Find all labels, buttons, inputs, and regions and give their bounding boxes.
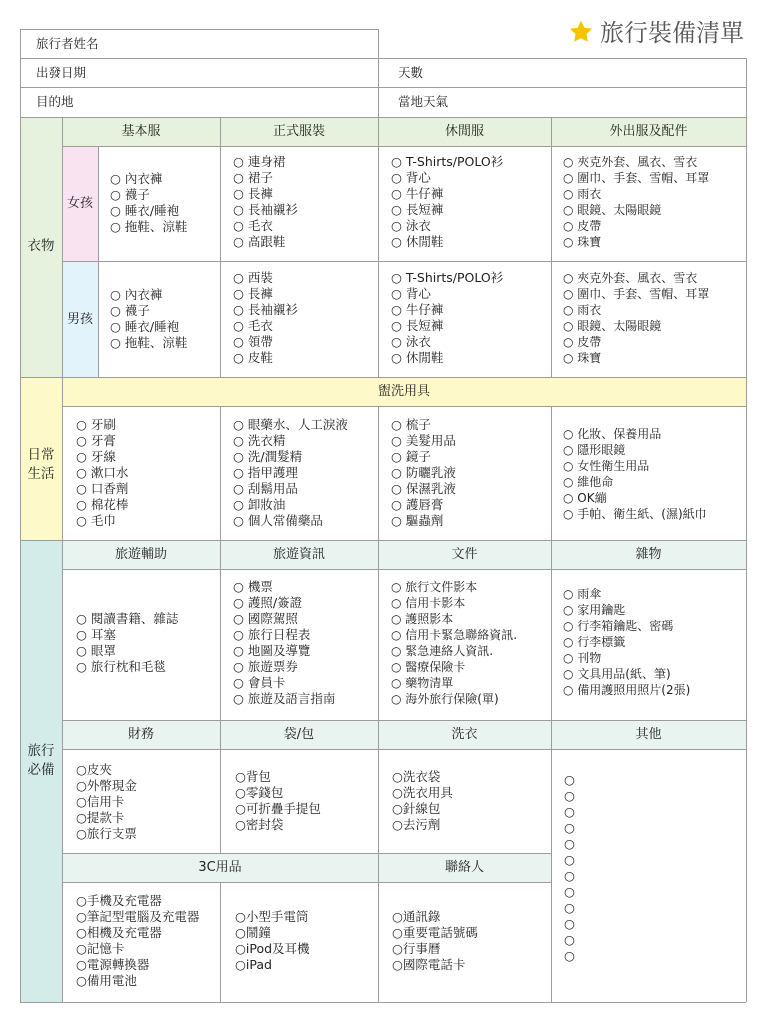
- checklist-item[interactable]: ○ 眼鏡、太陽眼鏡: [563, 203, 662, 217]
- travel-section-label: 旅行 必備: [27, 743, 55, 778]
- checklist-item[interactable]: ○ 眼藥水、人工淚液: [233, 417, 348, 432]
- checklist-item[interactable]: ○ 閱讀書籍、雜誌: [76, 611, 179, 626]
- checklist-item[interactable]: ○通訊錄: [392, 909, 441, 924]
- destination-label: 目的地: [36, 94, 74, 109]
- daily-list-4: [563, 426, 707, 522]
- checklist-item[interactable]: ○ 皮鞋: [233, 350, 273, 365]
- boy-label: 男孩: [66, 312, 93, 327]
- checklist-item[interactable]: ○電源轉換器: [76, 957, 150, 972]
- checklist-item[interactable]: ○ 護照/簽證: [233, 595, 303, 610]
- checklist-item[interactable]: ○提款卡: [76, 810, 125, 825]
- daily-list-2: [233, 417, 348, 529]
- checklist-item[interactable]: ○ 家用鑰匙: [563, 603, 626, 617]
- checklist-item[interactable]: ○ 長袖襯衫: [233, 302, 298, 317]
- checklist-item[interactable]: ○: [564, 900, 575, 915]
- checklist-item[interactable]: ○: [564, 932, 575, 947]
- checklist-item[interactable]: ○ 牛仔褲: [391, 302, 444, 317]
- checklist-item[interactable]: ○: [564, 804, 575, 819]
- checklist-item[interactable]: ○ 背心: [391, 286, 431, 301]
- checklist-item[interactable]: ○ 維他命: [563, 475, 614, 489]
- days-label: 天數: [398, 65, 424, 80]
- header-3c: 3C用品: [198, 860, 242, 875]
- checklist-item[interactable]: ○ 個人常備藥品: [233, 513, 323, 528]
- girl-formal-list: [233, 154, 298, 250]
- bags-list: [235, 769, 321, 833]
- checklist-item[interactable]: ○備用電池: [76, 973, 137, 988]
- girl-casual-list: [391, 154, 503, 250]
- checklist-item[interactable]: ○ 美髮用品: [391, 433, 456, 448]
- checklist-item[interactable]: ○ 圍巾、手套、雪帽、耳罩: [563, 287, 710, 301]
- checklist-item[interactable]: ○重要電話號碼: [392, 925, 478, 940]
- checklist-item[interactable]: ○ 機票: [233, 579, 273, 594]
- checklist-item[interactable]: ○ 旅行日程表: [233, 627, 311, 642]
- star-icon: [568, 19, 594, 45]
- checklist-item[interactable]: ○密封袋: [235, 817, 284, 832]
- checklist-item[interactable]: ○: [564, 820, 575, 835]
- checklist-item[interactable]: ○ T-Shirts/POLO衫: [391, 270, 504, 285]
- checklist-item[interactable]: ○零錢包: [235, 785, 284, 800]
- checklist-item[interactable]: ○ 耳塞: [76, 627, 116, 642]
- daily-list-3: [391, 417, 456, 529]
- checklist-item[interactable]: ○ 卸妝油: [233, 497, 286, 512]
- checklist-item[interactable]: ○ 隱形眼鏡: [563, 443, 626, 457]
- checklist-item[interactable]: ○筆記型電腦及充電器: [76, 909, 200, 924]
- checklist-item[interactable]: ○ 護唇膏: [391, 497, 444, 512]
- header-misc: 雜物: [635, 547, 662, 562]
- checklist-item[interactable]: ○ 牙線: [76, 449, 116, 464]
- boy-outdoor-list: [563, 270, 709, 366]
- checklist-item[interactable]: ○ 緊急連絡人資訊.: [391, 644, 494, 658]
- checklist-item[interactable]: ○ 襪子: [110, 187, 150, 202]
- checklist-item[interactable]: ○ 長褲: [233, 186, 273, 201]
- checklist-item[interactable]: ○ 休閒鞋: [391, 350, 444, 365]
- checklist-item[interactable]: ○ 海外旅行保險(單): [391, 692, 499, 706]
- checklist-item[interactable]: ○: [564, 772, 575, 787]
- traveler-name-label: 旅行者姓名: [36, 36, 99, 51]
- checklist-item[interactable]: ○旅行支票: [76, 826, 137, 841]
- document-title: [568, 18, 744, 48]
- checklist-item[interactable]: ○ 洗衣精: [233, 433, 286, 448]
- checklist-item[interactable]: ○信用卡: [76, 794, 125, 809]
- checklist-item[interactable]: ○鬧鐘: [235, 925, 271, 940]
- header-documents: 文件: [451, 547, 478, 562]
- checklist-item[interactable]: ○ 地圖及導覽: [233, 643, 311, 658]
- checklist-item[interactable]: ○ 醫療保險卡: [391, 660, 466, 674]
- girl-outdoor-list: [563, 154, 709, 250]
- checklist-item[interactable]: ○ 眼鏡、太陽眼鏡: [563, 319, 662, 333]
- header-laundry: 洗衣: [451, 727, 478, 742]
- checklist-item[interactable]: ○ 雨衣: [563, 303, 602, 317]
- header-formal: 正式服裝: [272, 124, 325, 139]
- checklist-item[interactable]: ○: [564, 836, 575, 851]
- checklist-item[interactable]: ○ 旅行文件影本: [391, 580, 478, 594]
- checklist-item[interactable]: ○iPad: [235, 957, 272, 972]
- checklist-item[interactable]: ○ 毛衣: [233, 318, 273, 333]
- checklist-item[interactable]: ○外幣現金: [76, 778, 137, 793]
- boy-casual-list: [391, 270, 503, 366]
- header-outdoor: 外出服及配件: [609, 124, 688, 139]
- checklist-item[interactable]: ○ 長褲: [233, 286, 273, 301]
- checklist-item[interactable]: ○ 信用卡影本: [391, 596, 466, 610]
- checklist-item[interactable]: ○ 牙膏: [76, 433, 116, 448]
- checklist-item[interactable]: ○ 旅遊及語言指南: [233, 691, 336, 706]
- checklist-item[interactable]: ○ 夾克外套、風衣、雪衣: [563, 271, 698, 285]
- checklist-item[interactable]: ○ 睡衣/睡袍: [110, 203, 180, 218]
- checklist-item[interactable]: ○ 漱口水: [76, 465, 129, 480]
- checklist-item[interactable]: ○ 高跟鞋: [233, 234, 286, 249]
- checklist-item[interactable]: ○ 國際駕照: [233, 611, 298, 626]
- checklist-item[interactable]: ○: [564, 852, 575, 867]
- checklist-item[interactable]: ○ 長短褲: [391, 318, 444, 333]
- checklist-item[interactable]: ○記憶卡: [76, 941, 125, 956]
- checklist-item[interactable]: ○ 備用護照用照片(2張): [563, 683, 691, 697]
- travel-aid-list: [76, 611, 178, 675]
- checklist-item[interactable]: ○ 睡衣/睡袍: [110, 319, 180, 334]
- checklist-item[interactable]: ○ 雨衣: [563, 187, 602, 201]
- checklist-item[interactable]: ○ 拖鞋、涼鞋: [110, 219, 188, 234]
- checklist-item[interactable]: ○ 內衣褲: [110, 287, 163, 302]
- checklist-item[interactable]: ○ 會員卡: [233, 675, 286, 690]
- documents-list: [391, 579, 517, 707]
- checklist-item[interactable]: ○: [564, 916, 575, 931]
- checklist-item[interactable]: ○ OK繃: [563, 491, 607, 505]
- checklist-item[interactable]: ○ 梳子: [391, 417, 431, 432]
- checklist-item[interactable]: ○ 珠寶: [563, 235, 602, 249]
- checklist-item[interactable]: ○: [564, 948, 575, 963]
- checklist-item[interactable]: ○ 牙刷: [76, 417, 116, 432]
- header-basic: 基本服: [121, 124, 161, 139]
- checklist-item[interactable]: ○ 洗/潤髮精: [233, 449, 303, 464]
- header-travel-info: 旅遊資訊: [272, 547, 325, 562]
- checklist-item[interactable]: ○ 保濕乳液: [391, 481, 456, 496]
- clothing-section-label: 衣物: [27, 238, 55, 254]
- checklist-item[interactable]: ○ 領帶: [233, 334, 273, 349]
- checklist-item[interactable]: ○ 化妝、保養用品: [563, 427, 662, 441]
- checklist-item[interactable]: ○: [564, 884, 575, 899]
- checklist-item[interactable]: ○ 眼罩: [76, 643, 116, 658]
- checklist-item[interactable]: ○ 雨傘: [563, 587, 602, 601]
- checklist-item[interactable]: ○ 文具用品(紙、筆): [563, 667, 671, 681]
- checklist-item[interactable]: ○ 皮帶: [563, 335, 602, 349]
- others-list: [564, 772, 575, 964]
- laundry-list: [392, 769, 453, 833]
- daily-section-label: 日常 生活: [27, 447, 55, 482]
- checklist-item[interactable]: ○ 長袖襯衫: [233, 202, 298, 217]
- boy-formal-list: [233, 270, 298, 366]
- checklist-item[interactable]: ○ 驅蟲劑: [391, 513, 444, 528]
- checklist-item[interactable]: ○針線包: [392, 801, 441, 816]
- checklist-item[interactable]: ○ 手帕、衛生紙、(濕)紙巾: [563, 507, 707, 521]
- boy-basic-list: [110, 287, 187, 351]
- checklist-item[interactable]: ○小型手電筒: [235, 909, 309, 924]
- checklist-item[interactable]: ○ 旅遊票券: [233, 659, 298, 674]
- checklist-item[interactable]: ○ 襪子: [110, 303, 150, 318]
- checklist-item[interactable]: ○ 女性衛生用品: [563, 459, 650, 473]
- header-bags: 袋/包: [283, 727, 315, 742]
- girl-label: 女孩: [66, 196, 93, 211]
- checklist-item[interactable]: ○可折疊手提包: [235, 801, 321, 816]
- checklist-item[interactable]: ○: [564, 868, 575, 883]
- checklist-item[interactable]: ○ 毛衣: [233, 218, 273, 233]
- checklist-item[interactable]: ○ 行李標籤: [563, 635, 626, 649]
- checklist-item[interactable]: ○: [564, 788, 575, 803]
- header-casual: 休閒服: [444, 124, 484, 139]
- tech-list-2: [235, 909, 310, 973]
- checklist-item[interactable]: ○ 泳衣: [391, 334, 431, 349]
- checklist-item[interactable]: ○去污劑: [392, 817, 441, 832]
- checklist-item[interactable]: ○ 拖鞋、涼鞋: [110, 335, 188, 350]
- checklist-item[interactable]: ○ 藥物清單: [391, 676, 454, 690]
- checklist-item[interactable]: ○ 毛巾: [76, 513, 116, 528]
- travel-info-list: [233, 579, 335, 707]
- checklist-item[interactable]: ○ 牛仔褲: [391, 186, 444, 201]
- checklist-item[interactable]: ○手機及充電器: [76, 893, 162, 908]
- checklist-item[interactable]: ○ 休閒鞋: [391, 234, 444, 249]
- header-toiletries: 盥洗用具: [377, 384, 430, 399]
- checklist-item[interactable]: ○ 長短褲: [391, 202, 444, 217]
- checklist-item[interactable]: ○ 口香劑: [76, 481, 129, 496]
- checklist-item[interactable]: ○ 刮鬍用品: [233, 481, 298, 496]
- checklist-item[interactable]: ○ 旅行枕和毛毯: [76, 659, 166, 674]
- checklist-item[interactable]: ○ 泳衣: [391, 218, 431, 233]
- checklist-item[interactable]: ○ 鏡子: [391, 449, 431, 464]
- checklist-item[interactable]: ○ 珠寶: [563, 351, 602, 365]
- header-finance: 財務: [127, 727, 154, 742]
- contacts-list: [392, 909, 478, 973]
- checklist-item[interactable]: ○ 夾克外套、風衣、雪衣: [563, 155, 698, 169]
- checklist-item[interactable]: ○相機及充電器: [76, 925, 162, 940]
- header-travel-aid: 旅遊輔助: [114, 547, 167, 562]
- departure-date-label: 出發日期: [36, 65, 87, 80]
- tech-list-1: [76, 893, 199, 989]
- weather-label: 當地天氣: [398, 94, 449, 109]
- checklist-item[interactable]: ○ 圍巾、手套、雪帽、耳罩: [563, 171, 710, 185]
- header-others: 其他: [635, 727, 662, 742]
- misc-list: [563, 586, 690, 698]
- checklist-item[interactable]: ○行事曆: [392, 941, 441, 956]
- checklist-item[interactable]: ○ 背心: [391, 170, 431, 185]
- girl-basic-list: [110, 171, 187, 235]
- title-text: 旅行裝備清單: [600, 19, 744, 47]
- checklist-item[interactable]: ○ T-Shirts/POLO衫: [391, 154, 504, 169]
- checklist-item[interactable]: ○ 行李箱鑰匙、密碼: [563, 619, 674, 633]
- header-contacts: 聯絡人: [444, 860, 484, 875]
- checklist-item[interactable]: ○皮夾: [76, 762, 112, 777]
- checklist-item[interactable]: ○ 防曬乳液: [391, 465, 456, 480]
- checklist-item[interactable]: ○ 連身裙: [233, 154, 286, 169]
- checklist-item[interactable]: ○ 指甲護理: [233, 465, 298, 480]
- checklist-item[interactable]: ○ 信用卡緊急聯絡資訊.: [391, 628, 518, 642]
- checklist-item[interactable]: ○洗衣用具: [392, 785, 453, 800]
- checklist-item[interactable]: ○洗衣袋: [392, 769, 441, 784]
- checklist-item[interactable]: ○ 皮帶: [563, 219, 602, 233]
- checklist-item[interactable]: ○ 內衣褲: [110, 171, 163, 186]
- checklist-item[interactable]: ○iPod及耳機: [235, 941, 310, 956]
- finance-list: [76, 762, 137, 842]
- checklist-item[interactable]: ○背包: [235, 769, 271, 784]
- checklist-item[interactable]: ○ 棉花棒: [76, 497, 129, 512]
- checklist-item[interactable]: ○ 西裝: [233, 270, 273, 285]
- checklist-item[interactable]: ○ 裙子: [233, 170, 273, 185]
- checklist-item[interactable]: ○ 護照影本: [391, 612, 454, 626]
- checklist-item[interactable]: ○國際電話卡: [392, 957, 466, 972]
- checklist-item[interactable]: ○ 刊物: [563, 651, 602, 665]
- daily-list-1: [76, 417, 128, 529]
